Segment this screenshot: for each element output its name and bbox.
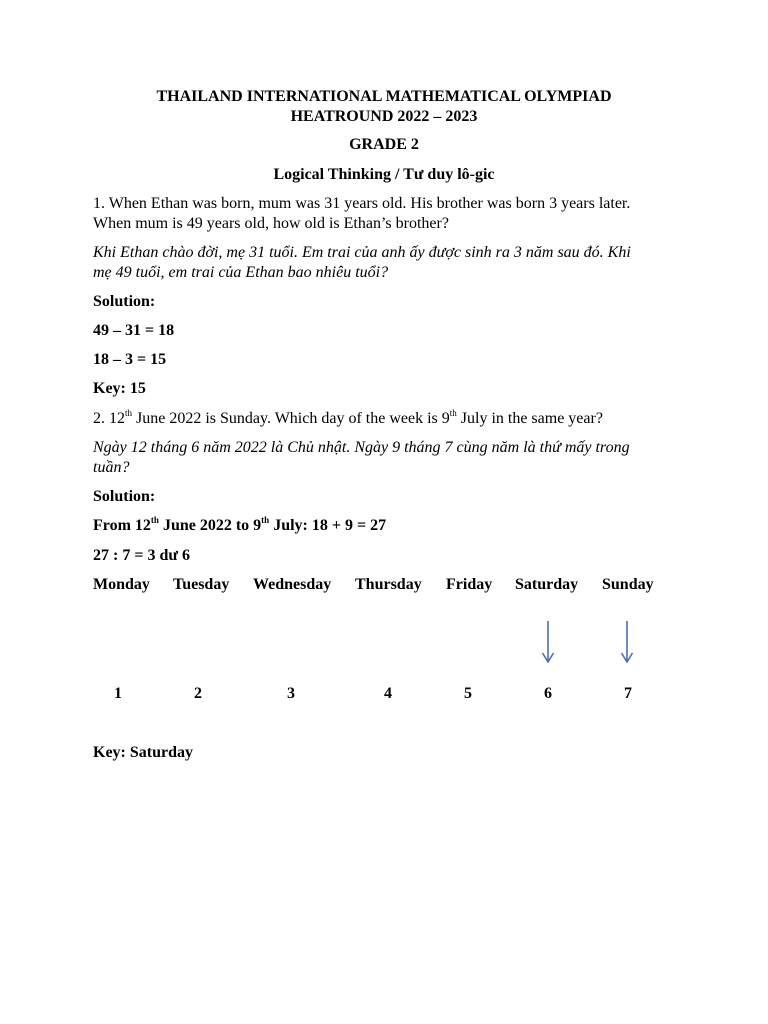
q2-english-sup1: th bbox=[125, 407, 133, 418]
day-label-saturday: Saturday bbox=[515, 576, 579, 593]
q2-from-sup1: th bbox=[150, 514, 159, 525]
day-number-1: 1 bbox=[114, 685, 122, 702]
q2-from-part2: June 2022 to 9 bbox=[158, 517, 262, 534]
q2-vietnamese-line1: Ngày 12 tháng 6 năm 2022 là Chủ nhật. Ngày 9 tháng 7 cùng năm là thứ mấy trong bbox=[93, 439, 630, 456]
q2-english-sup2: th bbox=[449, 407, 457, 418]
q1-step1: 49 – 31 = 18 bbox=[93, 322, 175, 339]
day-label-sunday: Sunday bbox=[602, 576, 654, 593]
day-label-thursday: Thursday bbox=[355, 576, 422, 593]
down-arrow-icon bbox=[541, 620, 555, 664]
day-label-tuesday: Tuesday bbox=[173, 576, 230, 593]
day-number-3: 3 bbox=[287, 685, 295, 702]
q2-english-part1: 2. 12 bbox=[93, 410, 125, 427]
document-subtitle: HEATROUND 2022 – 2023 bbox=[290, 108, 478, 125]
q2-from-part3: July: 18 + 9 = 27 bbox=[269, 517, 387, 534]
section-heading: Logical Thinking / Tư duy lô-gic bbox=[273, 166, 495, 183]
q1-step2: 18 – 3 = 15 bbox=[93, 351, 167, 368]
q2-english bbox=[93, 409, 603, 429]
day-number-7: 7 bbox=[624, 685, 632, 702]
q2-from-sup2: th bbox=[261, 514, 270, 525]
q2-from-part1: From 12 bbox=[93, 517, 151, 534]
day-number-6: 6 bbox=[544, 685, 552, 702]
day-number-2: 2 bbox=[194, 685, 202, 702]
q2-vietnamese-line2: tuần? bbox=[93, 459, 130, 476]
day-number-5: 5 bbox=[464, 685, 472, 702]
q2-from-line bbox=[93, 516, 386, 536]
q1-vietnamese-line1: Khi Ethan chào đời, mẹ 31 tuổi. Em trai của anh ấy được sinh ra 3 năm sau đó. Khi bbox=[93, 244, 631, 261]
down-arrow-icon bbox=[620, 620, 634, 664]
q2-key: Key: Saturday bbox=[93, 744, 193, 761]
document-title: THAILAND INTERNATIONAL MATHEMATICAL OLYMPIAD bbox=[156, 88, 612, 105]
q2-solution-label: Solution: bbox=[93, 488, 156, 505]
q2-division: 27 : 7 = 3 dư 6 bbox=[93, 547, 190, 564]
q2-english-part2: June 2022 is Sunday. Which day of the week is 9 bbox=[132, 410, 450, 427]
q1-english-line1: 1. When Ethan was born, mum was 31 years old. His brother was born 3 years later. bbox=[93, 195, 631, 212]
day-label-wednesday: Wednesday bbox=[253, 576, 332, 593]
grade-heading: GRADE 2 bbox=[349, 136, 419, 153]
q2-english-part3: July in the same year? bbox=[456, 410, 603, 427]
day-label-monday: Monday bbox=[93, 576, 150, 593]
q1-key: Key: 15 bbox=[93, 380, 146, 397]
q1-english-line2: When mum is 49 years old, how old is Ethan’s brother? bbox=[93, 215, 449, 232]
day-label-friday: Friday bbox=[446, 576, 493, 593]
q1-solution-label: Solution: bbox=[93, 293, 156, 310]
q1-vietnamese-line2: mẹ 49 tuổi, em trai của Ethan bao nhiêu tuổi? bbox=[93, 264, 389, 281]
day-number-4: 4 bbox=[384, 685, 392, 702]
